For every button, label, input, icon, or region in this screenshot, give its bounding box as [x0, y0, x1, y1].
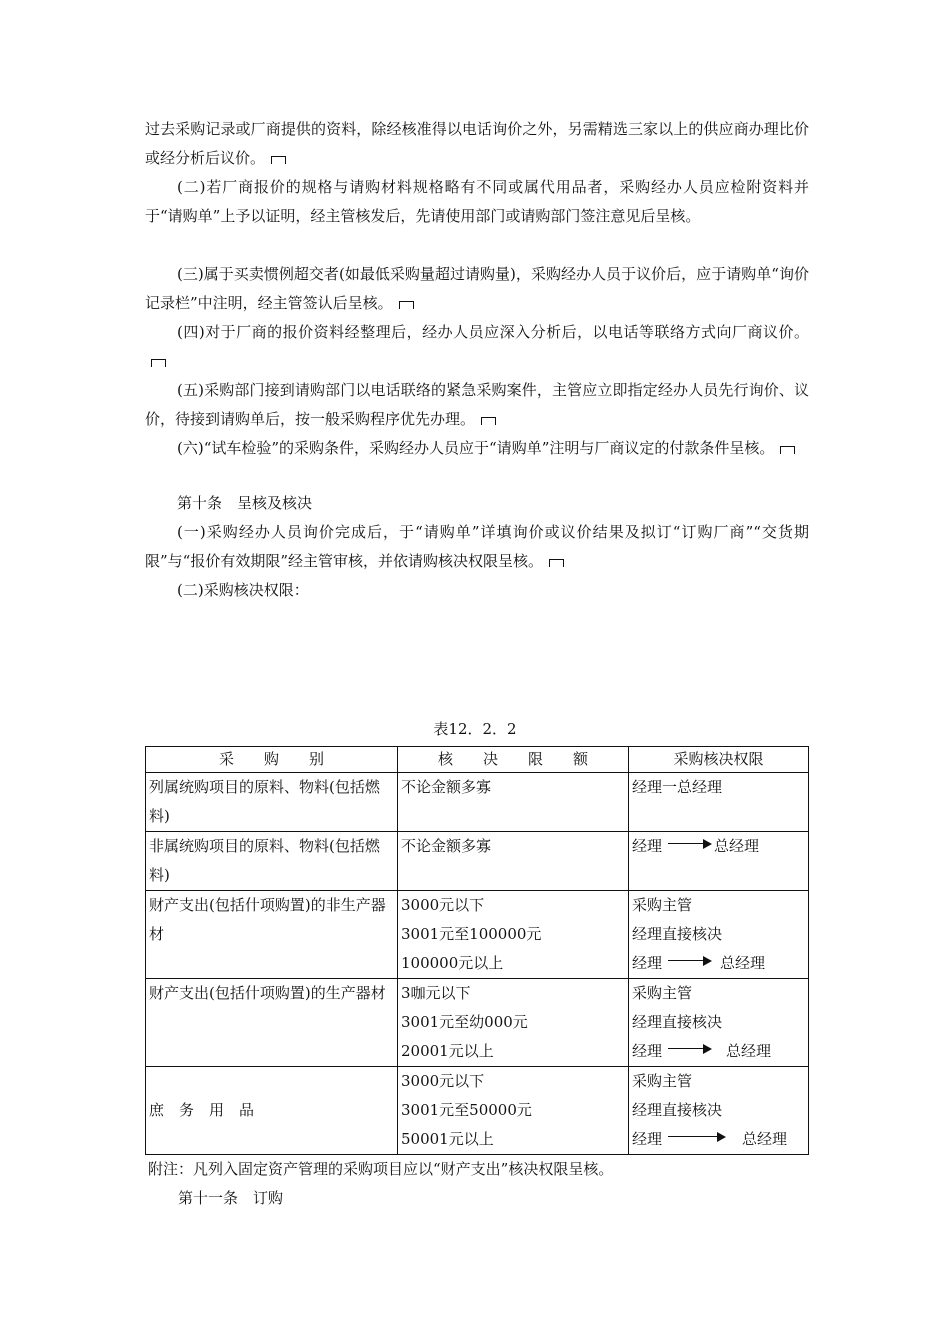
paragraph-end-mark	[481, 417, 496, 425]
category-cell: 庶 务 用 品	[146, 1067, 398, 1155]
table-row	[146, 773, 809, 832]
authority-cell: 采购主管 经理直接核决 经理 总经理	[629, 1067, 809, 1155]
paragraph-item-4: (四)对于厂商的报价资料经整理后，经办人员应深入分析后，以电话等联络方式向厂商议价。	[145, 318, 809, 376]
arrow-right-icon	[668, 1132, 726, 1142]
table-row	[146, 832, 809, 891]
paragraph-item-6: (六)“试车检验”的采购条件，采购经办人员应于“请购单”注明与厂商议定的付款条件呈核。	[145, 434, 809, 463]
table-row	[146, 979, 809, 1067]
paragraph-article10-item-2: (二)采购核决权限：	[177, 581, 309, 599]
paragraph-end-mark	[151, 359, 166, 367]
table-row	[146, 1067, 809, 1155]
category-cell: 财产支出(包括什项购置)的非生产器材	[146, 891, 398, 979]
header-limit: 核 决 限 额	[398, 747, 629, 773]
authority-cell: 采购主管 经理直接核决 经理 总经理	[629, 891, 809, 979]
paragraph-item-5: (五)采购部门接到请购部门以电话联络的紧急采购案件，主管应立即指定经办人员先行询价、议价，待接到请购单后，按一般采购程序优先办理。	[145, 381, 809, 428]
arrow-right-icon	[668, 956, 712, 966]
category-cell: 列属统购项目的原料、物料(包括燃料)	[146, 773, 398, 832]
authority-cell: 经理一总经理	[629, 773, 809, 832]
header-category: 采 购 别	[146, 747, 398, 773]
arrow-right-icon	[668, 1044, 712, 1054]
table-header-row	[146, 747, 809, 773]
approval-authority-table	[145, 746, 809, 1155]
article-10-heading: 第十条 呈核及核决	[177, 494, 313, 512]
limit-cell: 不论金额多寡	[398, 832, 629, 891]
category-cell: 非属统购项目的原料、物料(包括燃料)	[146, 832, 398, 891]
category-cell: 财产支出(包括什项购置)的生产器材	[146, 979, 398, 1067]
table-row	[146, 891, 809, 979]
paragraph-end-mark	[780, 446, 795, 454]
table-caption: 表12．2．2	[433, 720, 517, 738]
paragraph-item-3: (三)属于买卖惯例超交者(如最低采购量超过请购量)，采购经办人员于议价后，应于请购单“询价记录栏”中注明，经主管签认后呈核。	[145, 265, 809, 312]
paragraph-item-2: (二)若厂商报价的规格与请购材料规格略有不同或属代用品者，采购经办人员应检附资料并于“请购单”上予以证明，经主管核发后，先请使用部门或请购部门签注意见后呈核。	[145, 178, 809, 225]
paragraph-end-mark	[271, 156, 286, 164]
paragraph-end-mark	[399, 301, 414, 309]
paragraph-article10-item-1: (一)采购经办人员询价完成后，于“请购单”详填询价或议价结果及拟订“订购厂商”“交货期限”与“报价有效期限”经主管审核，并依请购核决权限呈核。	[145, 523, 809, 570]
paragraph-end-mark	[549, 559, 564, 567]
article-11-heading: 第十一条 订购	[178, 1189, 284, 1207]
table-footnote: 附注：凡列入固定资产管理的采购项目应以“财产支出”核决权限呈核。	[148, 1160, 614, 1178]
paragraph-continued: 过去采购记录或厂商提供的资料，除经核准得以电话询价之外，另需精选三家以上的供应商办理比价或经分析后议价。	[145, 120, 809, 167]
authority-cell: 经理 总经理	[629, 832, 809, 891]
limit-cell: 3000元以下 3001元至50000元 50001元以上	[398, 1067, 629, 1155]
arrow-right-icon	[668, 839, 712, 849]
limit-cell: 3000元以下 3001元至100000元 100000元以上	[398, 891, 629, 979]
limit-cell: 3咖元以下 3001元至幼000元 20001元以上	[398, 979, 629, 1067]
authority-cell: 采购主管 经理直接核决 经理 总经理	[629, 979, 809, 1067]
header-authority: 采购核决权限	[629, 747, 809, 773]
limit-cell: 不论金额多寡	[398, 773, 629, 832]
